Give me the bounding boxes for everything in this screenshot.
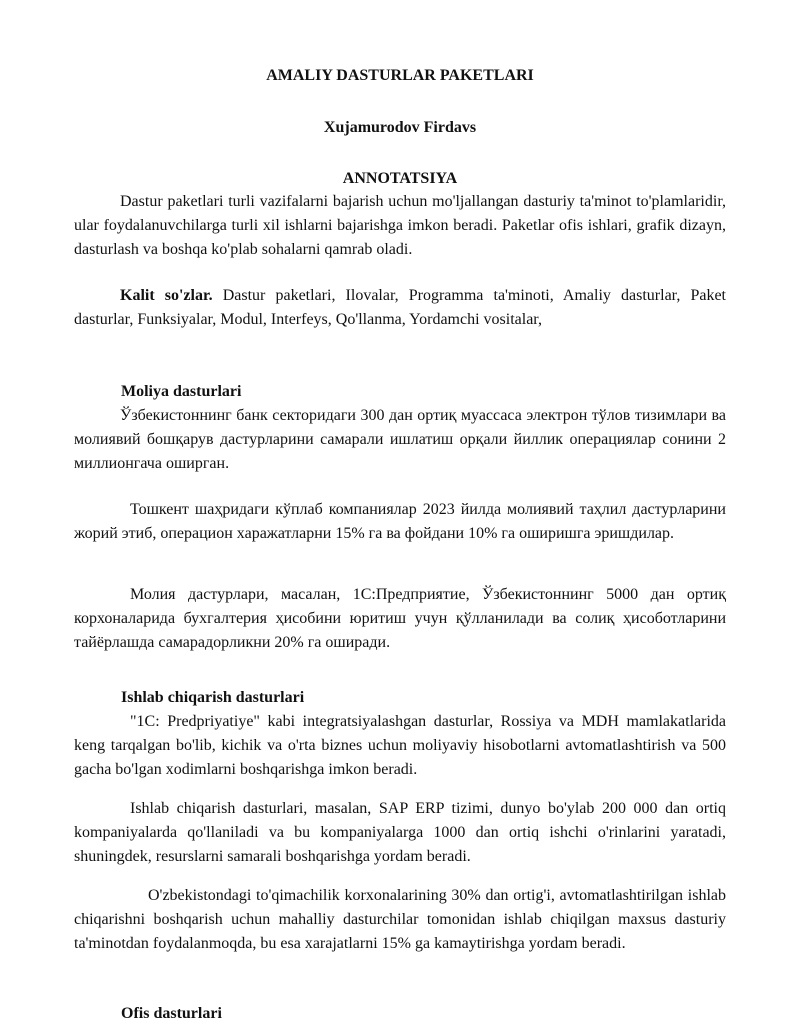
annotation-paragraph: Dastur paketlari turli vazifalarni bajarish uchun mo'ljallangan dasturiy ta'minot to'plamlaridir, ular foydalanuvchilarga turli xil ishlarni bajarishga imkon beradi. Paketlar ofis ishlari, grafik dizayn, dasturlash va boshqa ko'plab sohalarni qamrab oladi. xyxy=(74,193,726,258)
section-heading-ishlab: Ishlab chiqarish dasturlari xyxy=(121,689,305,706)
ishlab-paragraph-3: O'zbekistondagi to'qimachilik korxonalarining 30% dan ortig'i, avtomatlashtirilgan ishlab chiqarishni boshqarish uchun mahalliy dasturchilar tomonidan ishlab chiqilgan maxsus dasturiy ta'minotdan foydalanmoqda, bu esa xarajatlarni 15% ga kamaytirishga yordam beradi. xyxy=(74,887,726,952)
ishlab-paragraph-1: "1C: Predpriyatiye" kabi integratsiyalashgan dasturlar, Rossiya va MDH mamlakatlarida keng tarqalgan bo'lib, kichik va o'rta biznes uchun moliyaviy hisobotlarni avtomatlashtirish va 500 gacha bo'lgan xodimlarni boshqarishga imkon beradi. xyxy=(74,713,726,778)
ishlab-paragraph-2: Ishlab chiqarish dasturlari, masalan, SAP ERP tizimi, dunyo bo'ylab 200 000 dan ortiq kompaniyalarda qo'llaniladi va bu kompaniyalarga 1000 dan ortiq ishchi o'rinlarini yaratadi, shuningdek, resurslarni samarali boshqarishga yordam beradi. xyxy=(74,800,726,865)
moliya-paragraph-2: Тошкент шаҳридаги кўплаб компаниялар 2023 йилда молиявий таҳлил дастурларини жорий этиб, операцион харажатларни 15% га ва фойдани 10% га оширишга эришдилар. xyxy=(74,501,726,542)
document-title: AMALIY DASTURLAR PAKETLARI xyxy=(266,67,534,84)
section-heading-ofis: Ofis dasturlari xyxy=(121,1005,222,1022)
moliya-paragraph-1: Ўзбекистоннинг банк секторидаги 300 дан ортиқ муассаса электрон тўлов тизимлари ва молиявий бошқарув дастурларини самарали ишлатиш орқали йиллик операциялар сонини 2 миллионгача оширган. xyxy=(74,407,726,472)
keywords-text: Dastur paketlari, Ilovalar, Programma ta'minoti, Amaliy dasturlar, Paket dasturlar, Funksiyalar, Modul, Interfeys, Qo'llanma, Yordamchi vositalar, xyxy=(74,287,727,328)
annotation-heading: ANNOTATSIYA xyxy=(342,170,458,187)
section-heading-moliya: Moliya dasturlari xyxy=(121,383,242,400)
keywords-paragraph xyxy=(74,284,726,332)
document-author: Xujamurodov Firdavs xyxy=(323,119,477,136)
moliya-paragraph-3: Молия дастурлари, масалан, 1С:Предприятие, Ўзбекистоннинг 5000 дан ортиқ корхоналарида бухгалтерия ҳисобини юритиш учун қўлланилади ва солиқ ҳисоботларини тайёрлашда самарадорликни 20% га оширади. xyxy=(74,586,726,651)
keywords-label: Kalit so'zlar. xyxy=(120,287,213,304)
